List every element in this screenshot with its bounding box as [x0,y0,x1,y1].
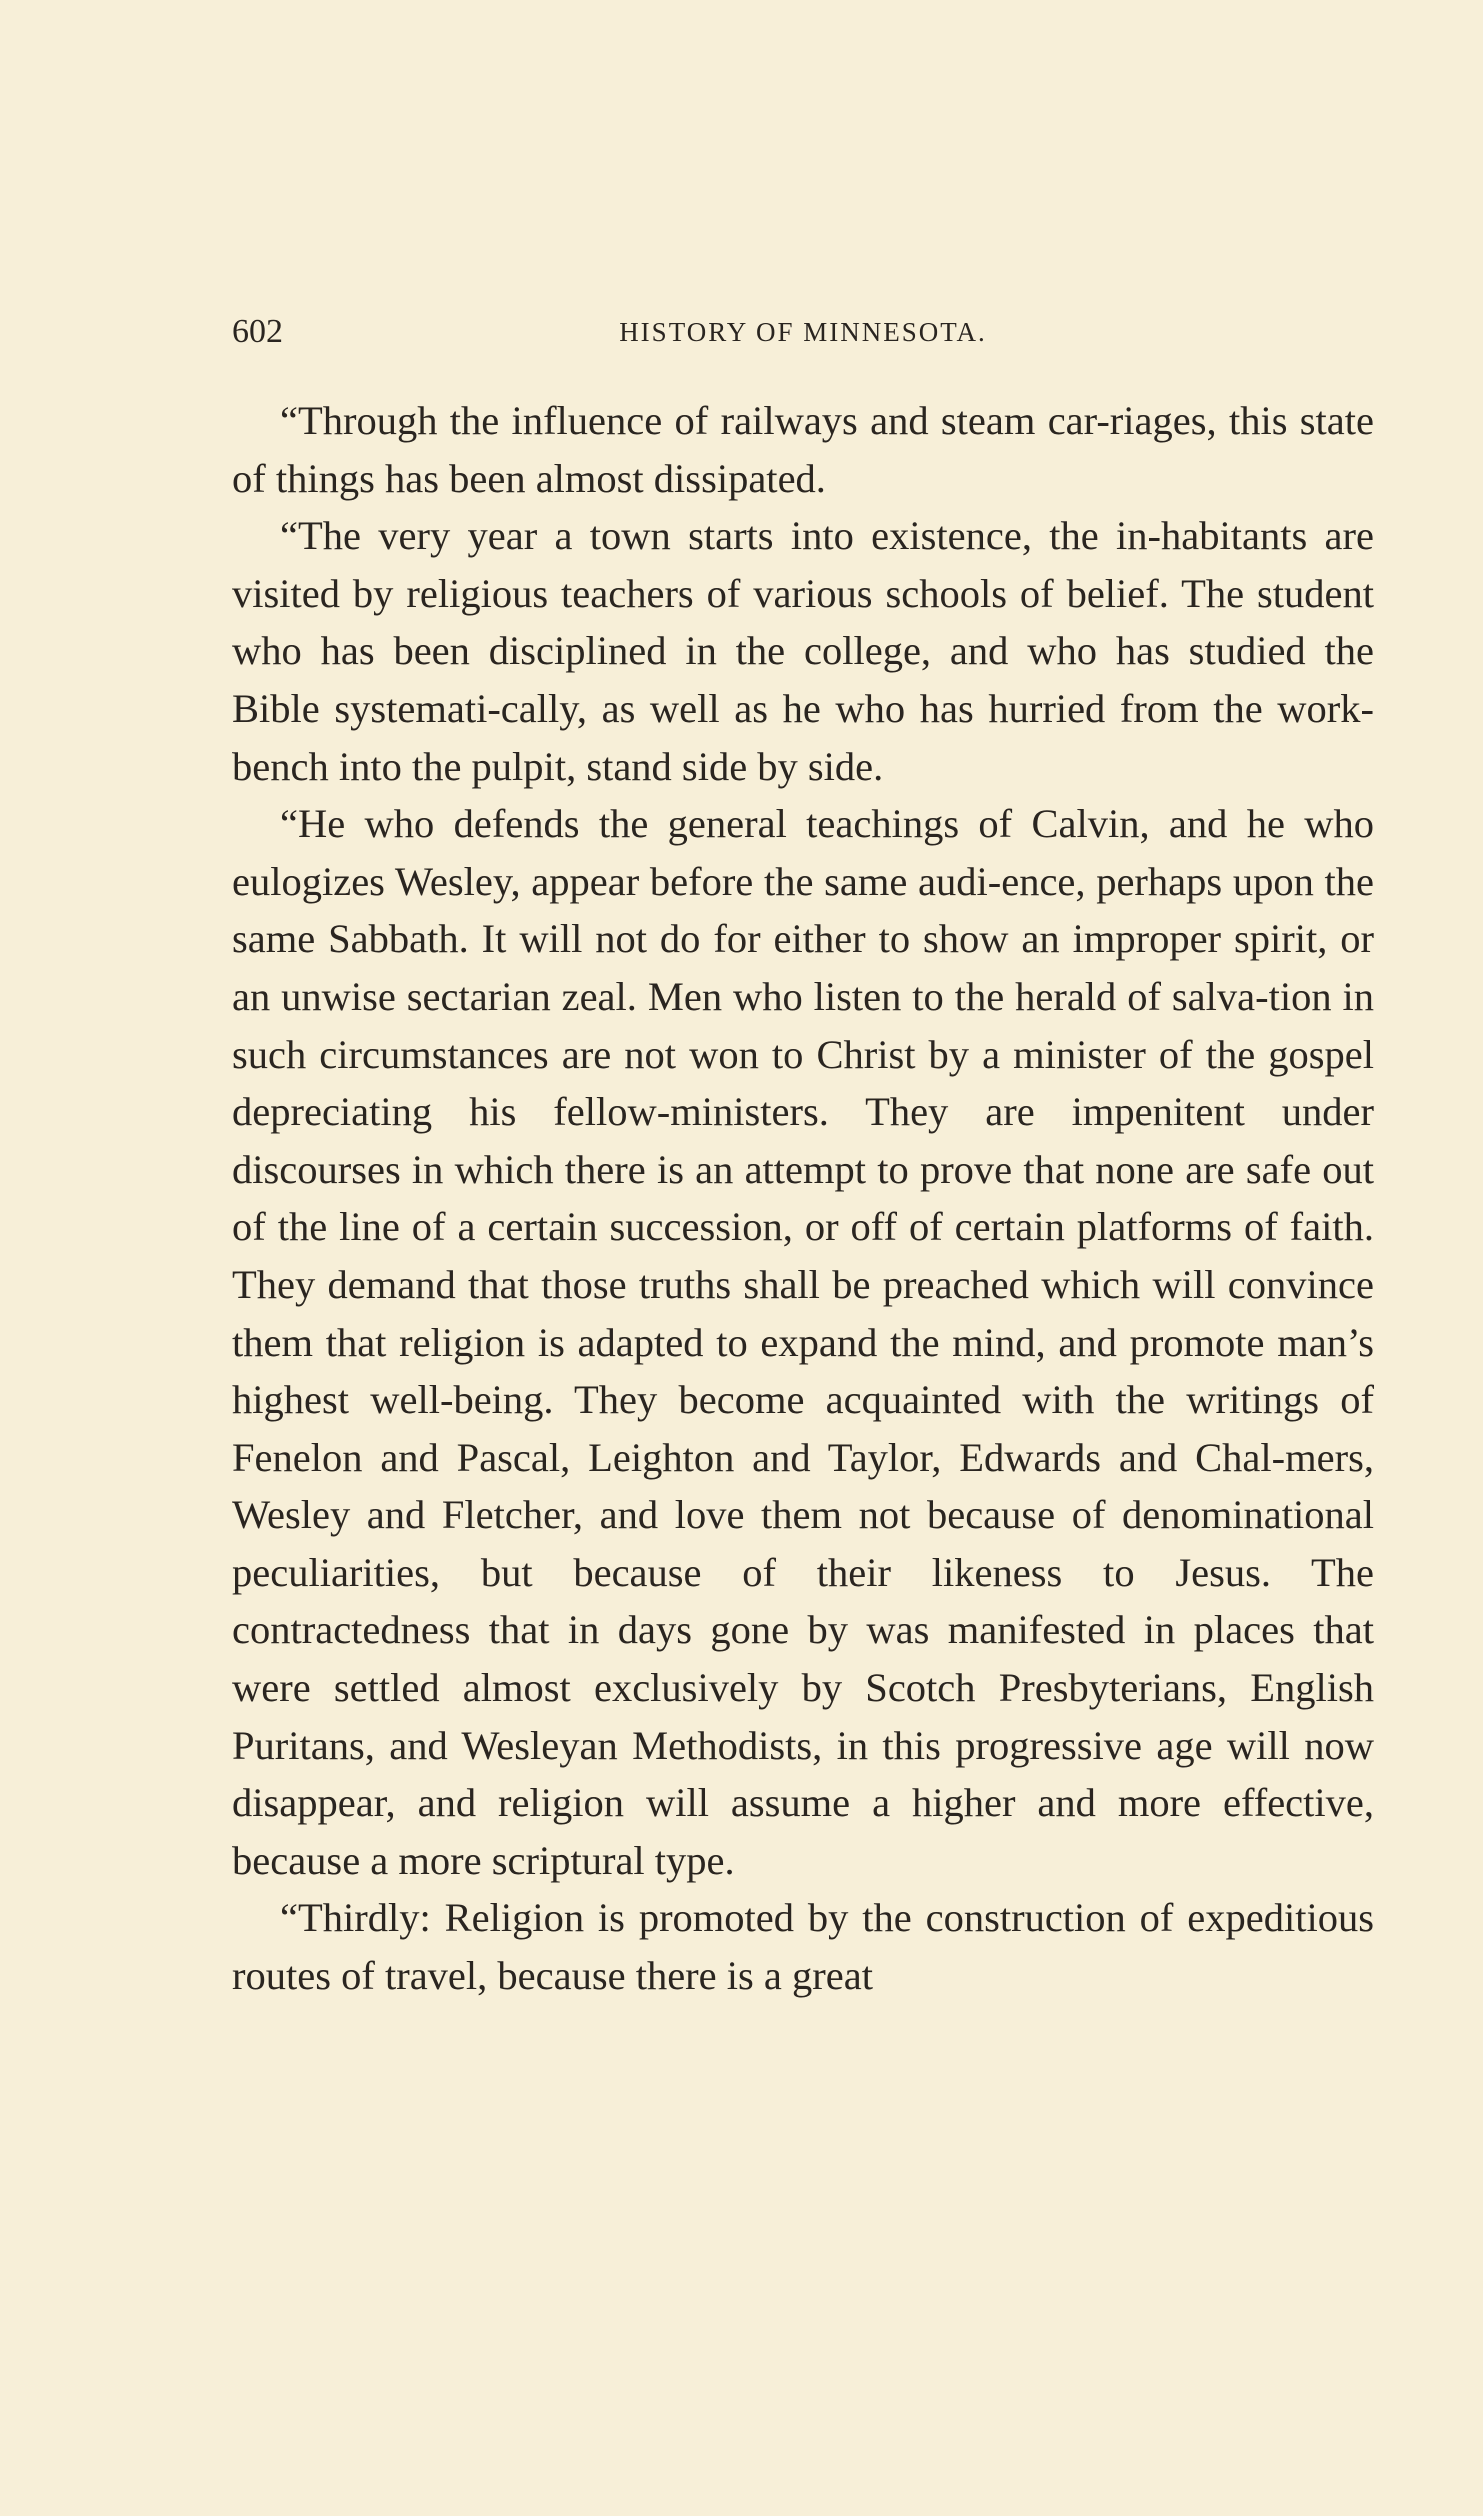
paragraph: “He who defends the general teachings of Calvin, and he who eulogizes Wesley, appear before the same audi-ence, perhaps upon the same Sabbath. It will not do for either to show an improper spirit, or an unwise sectarian zeal. Men who listen to the herald of salva-tion in such circumstances are not won to Christ by a minister of the gospel depreciating his fellow-ministers. They are impenitent under discourses in which there is an attempt to prove that none are safe out of the line of a certain succession, or off of certain platforms of faith. They demand that those truths shall be preached which will convince them that religion is adapted to expand the mind, and promote man’s highest well-being. They become acquainted with the writings of Fenelon and Pascal, Leighton and Taylor, Edwards and Chal-mers, Wesley and Fletcher, and love them not because of denominational peculiarities, but because of their likeness to Jesus. The contractedness that in days gone by was manifested in places that were settled almost exclusively by Scotch Presbyterians, English Puritans, and Wesleyan Methodists, in this progressive age will now disappear, and religion will assume a higher and more effective, because a more scriptural type. [232,801,1374,1883]
paragraph: “Thirdly: Religion is promoted by the construction of expeditious routes of travel, because there is a great [232,1895,1374,1999]
paragraph: “The very year a town starts into existence, the in-habitants are visited by religious teachers of various schools of belief. The student who has been disciplined in the college, and who has studied the Bible systemati-cally, as well as he who has hurried from the work-bench into the pulpit, stand side by side. [232,513,1374,789]
running-title: HISTORY OF MINNESOTA. [619,317,987,347]
paragraph: “Through the influence of railways and steam car-riages, this state of things has been almost dissipated. [232,398,1374,501]
running-head [232,312,1374,352]
page-number: 602 [232,313,283,350]
body-text [232,392,1374,2005]
